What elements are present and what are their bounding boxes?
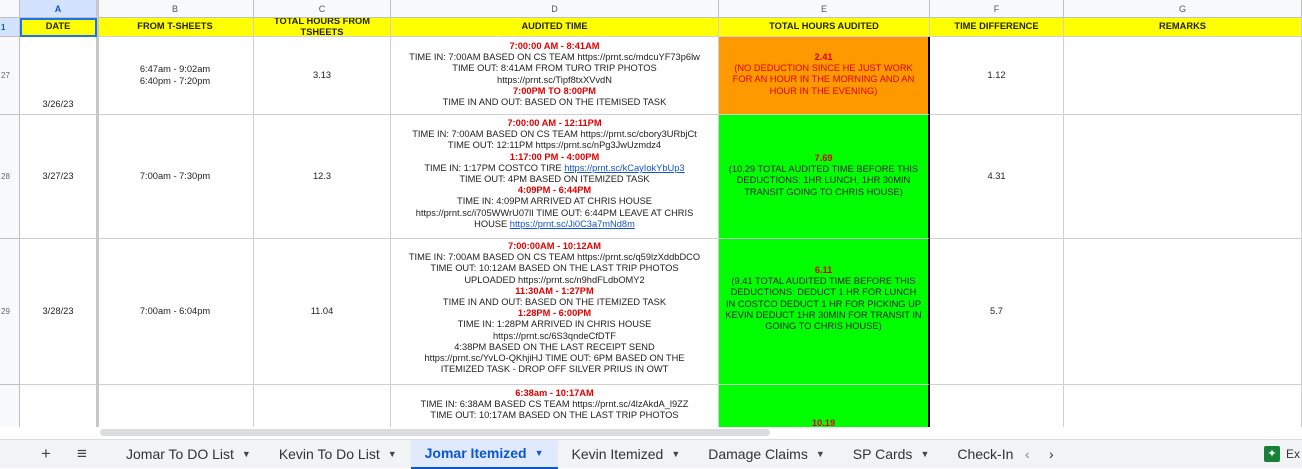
total-value: 10.19	[811, 418, 836, 427]
audited-line: https://prnt.sc/YvLO-QKhjiHJ TIME OUT: 6PM BASED ON THE	[424, 353, 685, 364]
dropdown-caret-icon[interactable]: ▼	[671, 449, 681, 459]
cell-audited-time[interactable]	[391, 37, 719, 115]
cell-remarks[interactable]	[1064, 385, 1302, 427]
explore-button[interactable]	[1254, 441, 1302, 466]
header-date[interactable]: DATE	[20, 18, 97, 37]
cell-hours[interactable]: 11.04	[254, 239, 391, 385]
cell-tsheets[interactable]	[97, 385, 254, 427]
sheet-tab-kevin-to-do-list[interactable]	[265, 440, 411, 469]
sheet-tab-sp-cards[interactable]	[839, 440, 944, 469]
audited-line: TIME IN: 1:28PM ARRIVED IN CHRIS HOUSE	[457, 319, 652, 330]
audited-line	[393, 219, 716, 230]
tsheets-line: 6:40pm - 7:20pm	[139, 75, 211, 86]
column-header-a[interactable]: A	[20, 0, 97, 18]
cell-date[interactable]	[20, 385, 97, 427]
sheet-tab-label: Kevin Itemized	[571, 446, 664, 462]
cell-time-difference[interactable]: 5.7	[930, 239, 1064, 385]
cell-time-difference[interactable]: 4.31	[930, 115, 1064, 239]
audited-line: 4:38PM BASED ON THE LAST RECEIPT SEND	[454, 341, 655, 352]
audited-line: TIME OUT: 10:17AM BASED ON THE LAST TRIP PHOTOS	[430, 410, 679, 421]
total-note: (NO DEDUCTION SINCE HE JUST WORK FOR AN HOUR IN THE MORNING AND AN HOUR IN THE EVENING)	[732, 63, 915, 96]
total-note: (10.29 TOTAL AUDITED TIME BEFORE THIS DEDUCTIONS: 1HR LUNCH, 1HR 30MIN TRANSIT GOING TO CHRIS HOUSE)	[728, 164, 919, 197]
cell-remarks[interactable]	[1064, 239, 1302, 385]
cell-total-audited[interactable]	[719, 239, 930, 385]
sheet-tab-label: Damage Claims	[708, 446, 808, 462]
cell-date[interactable]: 3/26/23	[20, 37, 97, 115]
audited-line	[393, 163, 716, 174]
row-header-27[interactable]: 27	[0, 37, 20, 115]
audited-line: TIME OUT: 12:11PM https://prnt.sc/nPg3JwUzmdz4	[447, 140, 662, 151]
cell-hours[interactable]: 12.3	[254, 115, 391, 239]
scroll-tabs-left-icon[interactable]: ‹	[1025, 446, 1030, 462]
scrollbar-thumb[interactable]	[100, 429, 770, 436]
sheet-tab-kevin-itemized[interactable]	[558, 440, 695, 469]
row-header-30[interactable]	[0, 385, 20, 427]
audited-line: 4:09PM - 6:44PM	[517, 185, 592, 196]
audited-line: https://prnt.sc/6S3qndeCfDTF	[493, 330, 616, 341]
audited-line: TIME IN AND OUT: BASED ON THE ITEMISED TASK	[442, 97, 667, 108]
sheet-tab-label: SP Cards	[852, 446, 913, 462]
audited-line: 7:00:00 AM - 12:11PM	[507, 118, 602, 128]
audited-line: TIME IN: 4:09PM ARRIVED AT CHRIS HOUSE	[457, 196, 652, 207]
cell-audited-time[interactable]	[391, 239, 719, 385]
cell-hours[interactable]	[254, 385, 391, 427]
audited-line: TIME IN: 7:00AM BASED ON CS TEAM https://prnt.sc/q59lzXddbDCO	[408, 252, 701, 263]
frozen-column-divider[interactable]	[96, 0, 99, 427]
audited-text: HOUSE	[474, 218, 510, 229]
audited-line: TIME IN: 7:00AM BASED ON CS TEAM https://prnt.sc/mdcuYF73p6lw	[409, 52, 700, 63]
audited-line: 7:00:00 AM - 8:41AM	[509, 41, 600, 51]
sheet-tab-label: Jomar To DO List	[126, 446, 234, 462]
audited-line: UPLOADED https://prnt.sc/n9hdFLdbOMY2	[464, 274, 645, 285]
header-audited-time[interactable]: AUDITED TIME	[391, 18, 719, 37]
cell-tsheets[interactable]: 7:00am - 7:30pm	[97, 115, 254, 239]
column-header-e[interactable]: E	[719, 0, 930, 18]
audited-line: https://prnt.sc/Tipf8txXVvdN	[497, 74, 612, 85]
audited-line: TIME OUT: 10:12AM BASED ON THE LAST TRIP PHOTOS	[430, 263, 679, 274]
sheet-tab-check-in[interactable]	[943, 440, 1015, 469]
cell-time-difference[interactable]	[930, 385, 1064, 427]
cell-tsheets[interactable]	[97, 37, 254, 115]
scroll-tabs-right-icon[interactable]: ›	[1049, 446, 1054, 462]
sheet-tab-damage-claims[interactable]	[694, 440, 839, 469]
cell-total-audited[interactable]	[719, 37, 930, 115]
dropdown-caret-icon[interactable]: ▼	[387, 449, 397, 459]
cell-date[interactable]: 3/27/23	[20, 115, 97, 239]
header-from-tsheets[interactable]: FROM T-SHEETS	[97, 18, 254, 37]
all-sheets-menu-icon[interactable]: ≡	[77, 444, 87, 463]
explore-icon: ✦	[1264, 446, 1280, 462]
dropdown-caret-icon[interactable]: ▼	[815, 449, 825, 459]
row-header-1[interactable]: 1	[0, 18, 20, 37]
dropdown-caret-icon[interactable]: ▼	[534, 448, 544, 458]
audited-line: TIME OUT: 4PM BASED ON ITEMIZED TASK	[459, 174, 650, 185]
row-header-28[interactable]: 28	[0, 115, 20, 239]
sheet-tab-jomar-itemized[interactable]	[411, 440, 558, 469]
audited-line: TIME IN AND OUT: BASED ON THE ITEMIZED TASK	[442, 297, 667, 308]
sheet-tab-label: Kevin To Do List	[278, 446, 380, 462]
audited-line: 11:30AM - 1:27PM	[515, 285, 594, 296]
audited-line: 7:00PM TO 8:00PM	[512, 85, 596, 96]
tsheets-line: 6:47am - 9:02am	[139, 64, 211, 75]
audited-line: 1:28PM - 6:00PM	[517, 308, 592, 319]
sheet-tab-bar	[0, 439, 1302, 468]
header-time-difference[interactable]: TIME DIFFERENCE	[930, 18, 1064, 37]
horizontal-scrollbar[interactable]	[100, 427, 1302, 439]
sheet-tab-jomar-to-do-list[interactable]	[112, 440, 265, 469]
audited-line: TIME IN: 6:38AM BASED CS TEAM https://prnt.sc/4lzAkdA_l9ZZ	[420, 399, 689, 410]
audited-line: 7:00:00AM - 10:12AM	[507, 241, 601, 251]
explore-label: Ex	[1286, 446, 1301, 461]
audited-text: TIME IN: 1:17PM COSTCO TIRE	[424, 162, 565, 173]
cell-total-audited[interactable]	[719, 115, 930, 239]
header-remarks[interactable]: REMARKS	[1064, 18, 1302, 37]
total-value: 6.11	[814, 265, 833, 275]
cell-audited-time[interactable]	[391, 115, 719, 239]
total-note: (9.41 TOTAL AUDITED TIME BEFORE THIS DEDUCTIONS: DEDUCT 1 HR FOR LUNCH IN COSTCO DEDUCT 1 HR FOR PICKING UP KEVIN DEDUCT 1HR 30MIN FOR TRANSIT IN GOING TO CHRIS HOUSE)	[725, 276, 922, 332]
row-header-29[interactable]: 29	[0, 239, 20, 385]
column-header-f[interactable]: F	[930, 0, 1064, 18]
cell-remarks[interactable]	[1064, 115, 1302, 239]
audited-link[interactable]: https://prnt.sc/Ji0C3a7mNd8m	[509, 218, 635, 229]
selected-cell-outline	[20, 18, 97, 37]
audited-line: https://prnt.sc/i705WWrU07lI TIME OUT: 6:44PM LEAVE AT CHRIS	[415, 207, 694, 218]
audited-line: TIME IN: 7:00AM BASED ON CS TEAM https://prnt.sc/cbory3URbjCt	[412, 129, 697, 140]
corner-select-all[interactable]	[0, 0, 20, 18]
column-header-b[interactable]: B	[97, 0, 254, 18]
cell-audited-time[interactable]	[391, 385, 719, 427]
audited-line: 6:38am - 10:17AM	[515, 388, 594, 398]
cell-date[interactable]: 3/28/23	[20, 239, 97, 385]
total-value: 7.69	[814, 153, 833, 163]
audited-line: TIME OUT: 8:41AM FROM TURO TRIP PHOTOS	[452, 63, 657, 74]
sheet-tab-label: Check-In	[957, 446, 1014, 462]
audited-line: ITEMIZED TASK - DROP OFF SILVER PRIUS IN OWT	[440, 364, 669, 375]
total-value: 2.41	[814, 52, 833, 62]
cell-remarks[interactable]	[1064, 37, 1302, 115]
cell-time-difference[interactable]: 1.12	[930, 37, 1064, 115]
cell-tsheets[interactable]: 7:00am - 6:04pm	[97, 239, 254, 385]
sheet-tab-label: Jomar Itemized	[424, 445, 527, 461]
column-header-g[interactable]: G	[1064, 0, 1302, 18]
cell-total-audited[interactable]	[719, 385, 930, 427]
dropdown-caret-icon[interactable]: ▼	[241, 449, 251, 459]
column-header-c[interactable]: C	[254, 0, 391, 18]
cell-hours[interactable]: 3.13	[254, 37, 391, 115]
header-total-hours-tsheets[interactable]: TOTAL HOURS FROM TSHEETS	[254, 18, 391, 37]
audited-line: 1:17:00 PM - 4:00PM	[509, 151, 600, 162]
audited-link[interactable]: https://prnt.sc/kCayIokYbUp3	[564, 162, 685, 173]
dropdown-caret-icon[interactable]: ▼	[920, 449, 930, 459]
column-header-d[interactable]: D	[391, 0, 719, 18]
add-sheet-button[interactable]: +	[41, 444, 51, 463]
header-total-hours-audited[interactable]: TOTAL HOURS AUDITED	[719, 18, 930, 37]
